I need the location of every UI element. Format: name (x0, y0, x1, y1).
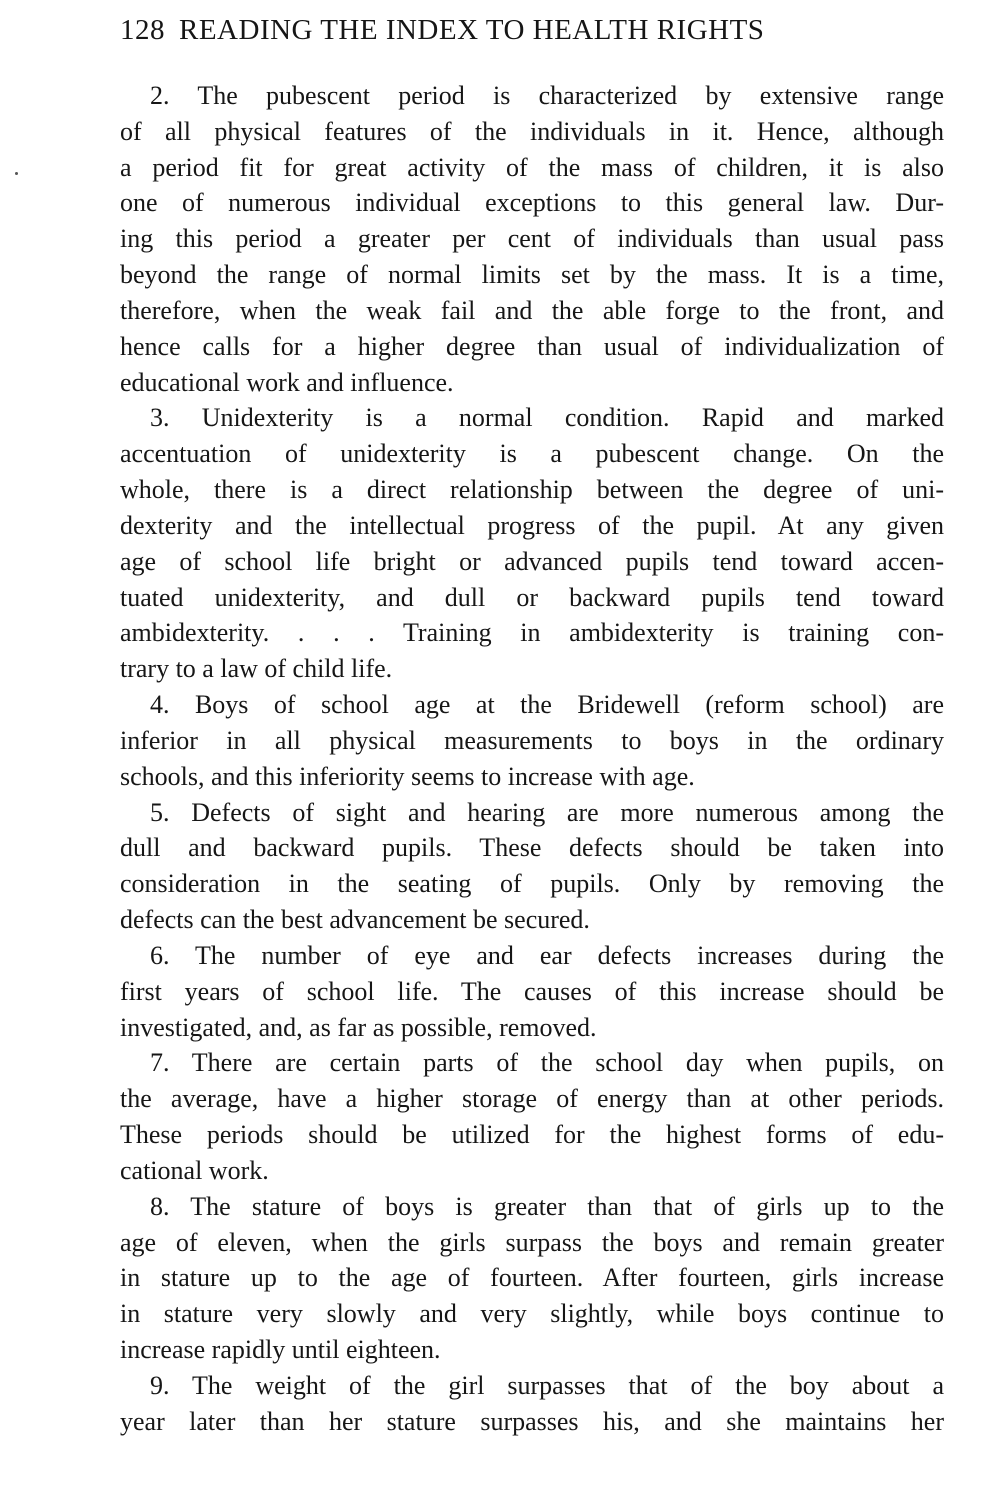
running-title: READING THE INDEX TO HEALTH RIGHTS (179, 14, 765, 46)
paragraph-8-line: in stature up to the age of fourteen. After fourteen, girls increase (120, 1263, 944, 1293)
paragraph-2-line: one of numerous individual exceptions to this general law. Dur- (120, 188, 944, 218)
paragraph-5-line: consideration in the seating of pupils. Only by removing the (120, 869, 944, 899)
paragraph-6-line: investigated, and, as far as possible, removed. (120, 1012, 597, 1042)
paragraph-7-line: 7. There are certain parts of the school day when pupils, on (150, 1048, 944, 1078)
paragraph-3-line: trary to a law of child life. (120, 654, 393, 684)
paragraph-3-line: ambidexterity. . . . Training in ambidexterity is training con- (120, 618, 944, 648)
paragraph-4-line: schools, and this inferiority seems to increase with age. (120, 761, 695, 791)
paragraph-7-line: cational work. (120, 1155, 269, 1185)
paragraph-5-line: 5. Defects of sight and hearing are more numerous among the (150, 797, 944, 827)
page-number: 128 (120, 14, 165, 46)
paragraph-8-line: age of eleven, when the girls surpass the boys and remain greater (120, 1227, 944, 1257)
paragraph-8-line: increase rapidly until eighteen. (120, 1334, 441, 1364)
paragraph-3-line: tuated unidexterity, and dull or backward pupils tend toward (120, 582, 944, 612)
paragraph-5-line: defects can the best advancement be secured. (120, 905, 590, 935)
paragraph-3-line: 3. Unidexterity is a normal condition. Rapid and marked (150, 403, 944, 433)
body-text (120, 78, 944, 1439)
paragraph-6-line: first years of school life. The causes of this increase should be (120, 976, 944, 1006)
paragraph-2-line: ing this period a greater per cent of individuals than usual pass (120, 224, 944, 254)
margin-speck (15, 172, 18, 175)
paragraph-2-line: hence calls for a higher degree than usual of individualization of (120, 331, 944, 361)
paragraph-2-line: beyond the range of normal limits set by the mass. It is a time, (120, 260, 944, 290)
paragraph-4-line: inferior in all physical measurements to boys in the ordinary (120, 725, 944, 755)
paragraph-9-line: 9. The weight of the girl surpasses that of the boy about a (150, 1370, 944, 1400)
paragraph-3-line: dexterity and the intellectual progress of the pupil. At any given (120, 510, 944, 540)
paragraph-3-line: accentuation of unidexterity is a pubescent change. On the (120, 439, 944, 469)
paragraph-5-line: dull and backward pupils. These defects should be taken into (120, 833, 944, 863)
paragraph-8-line: in stature very slowly and very slightly, while boys continue to (120, 1299, 944, 1329)
paragraph-2-line: a period fit for great activity of the mass of children, it is also (120, 152, 944, 182)
paragraph-7-line: the average, have a higher storage of energy than at other periods. (120, 1084, 944, 1114)
paragraph-2-line: of all physical features of the individuals in it. Hence, although (120, 116, 944, 146)
paragraph-3-line: whole, there is a direct relationship between the degree of uni- (120, 475, 944, 505)
paragraph-7-line: These periods should be utilized for the highest forms of edu- (120, 1120, 944, 1150)
paragraph-8-line: 8. The stature of boys is greater than that of girls up to the (150, 1191, 944, 1221)
running-header (120, 10, 890, 50)
paragraph-3-line: age of school life bright or advanced pupils tend toward accen- (120, 546, 944, 576)
paragraph-2-line: therefore, when the weak fail and the able forge to the front, and (120, 295, 944, 325)
paragraph-9-line: year later than her stature surpasses his, and she maintains her (120, 1406, 944, 1436)
paragraph-4-line: 4. Boys of school age at the Bridewell (reform school) are (150, 690, 944, 720)
paragraph-2-line: educational work and influence. (120, 367, 454, 397)
paragraph-2-line: 2. The pubescent period is characterized by extensive range (150, 81, 944, 110)
paragraph-6-line: 6. The number of eye and ear defects increases during the (150, 940, 944, 970)
